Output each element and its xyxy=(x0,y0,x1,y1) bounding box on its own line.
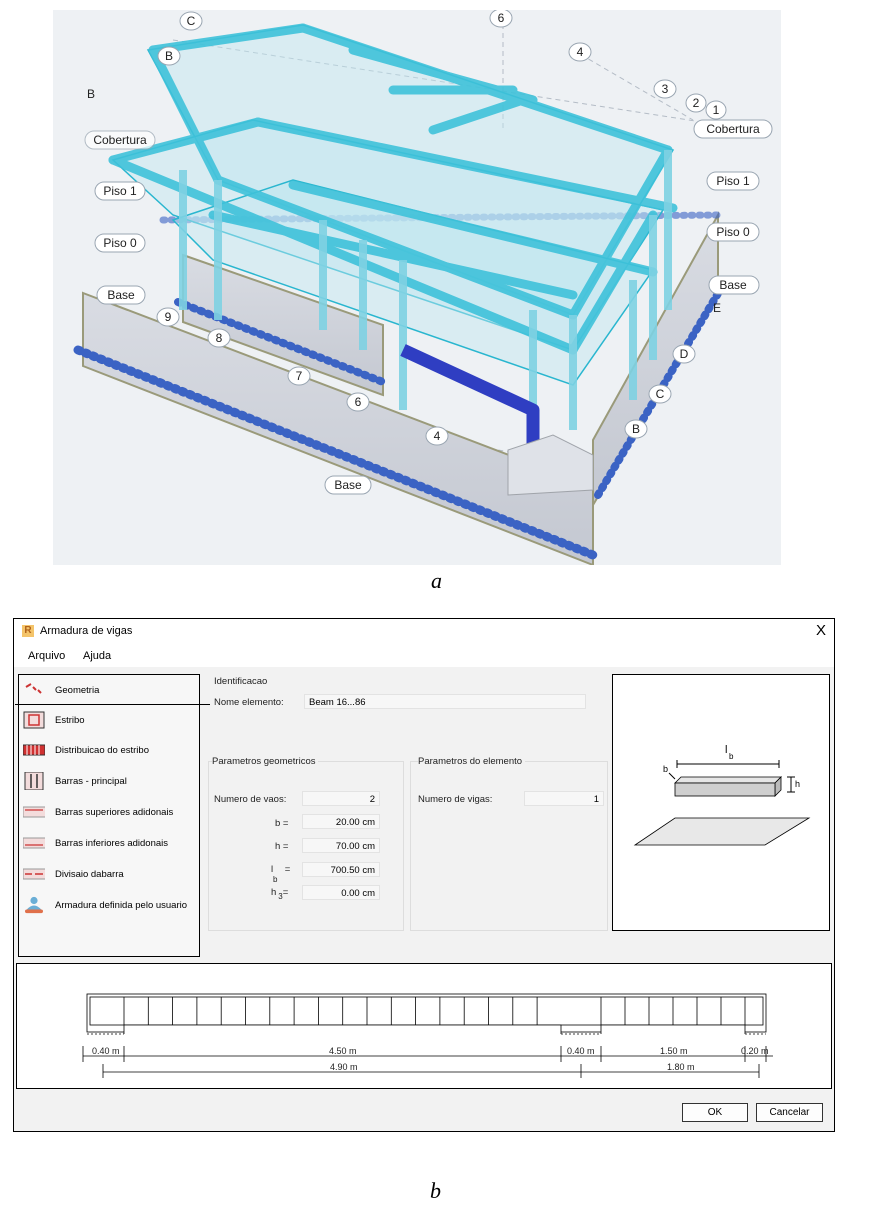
nav-item-barras-superiores[interactable] xyxy=(19,799,199,827)
element-params-box xyxy=(410,761,608,931)
nav-label: Divisaio dabarra xyxy=(55,869,124,880)
axis-label-b-right: B xyxy=(631,422,641,436)
lb-label xyxy=(271,864,290,875)
axis-label-9: 9 xyxy=(164,310,172,324)
window-title: Armadura de vigas xyxy=(40,625,133,637)
axis-label-c-top: C xyxy=(186,14,196,28)
axis-label-1: 1 xyxy=(712,103,720,117)
numero-vigas-label: Numero de vigas: xyxy=(418,794,493,805)
nav-item-barras-principal[interactable] xyxy=(19,768,199,796)
nav-label: Barras superiores adidonais xyxy=(55,807,174,818)
main-bars-icon xyxy=(23,772,45,790)
preview-l-label: l xyxy=(725,744,728,756)
nav-panel xyxy=(18,674,200,957)
nav-item-divisao-barra[interactable] xyxy=(19,861,199,889)
preview-plane xyxy=(635,818,809,845)
axis-label-4-bottom: 4 xyxy=(433,429,441,443)
nav-item-estribo[interactable] xyxy=(19,707,199,735)
level-label-piso1-left: Piso 1 xyxy=(103,184,137,198)
h3-equals: = xyxy=(282,887,289,898)
caption-a: a xyxy=(431,568,442,593)
level-label-base-right: Base xyxy=(719,278,747,292)
nav-label: Estribo xyxy=(55,715,85,726)
level-label-piso1-right: Piso 1 xyxy=(716,174,750,188)
nav-item-geometria[interactable] xyxy=(19,677,199,705)
h3-subscript: 3 xyxy=(278,892,283,901)
lb-field[interactable]: 700.50 cm xyxy=(302,862,380,877)
group-title-identificacao: Identificacao xyxy=(214,676,268,687)
axis-label-b-top: B xyxy=(164,49,174,63)
lb-symbol: l xyxy=(271,864,274,875)
dim-label-top-2: 4.50 m xyxy=(329,1046,357,1056)
menu-ajuda[interactable]: Ajuda xyxy=(83,650,112,662)
dim-label-top-1: 0.40 m xyxy=(92,1046,120,1056)
lb-equals: = xyxy=(284,864,291,875)
close-button[interactable]: X xyxy=(815,622,826,639)
level-label-piso0-left: Piso 0 xyxy=(103,236,137,250)
h-label: h = xyxy=(275,841,289,852)
geometry-icon xyxy=(23,681,45,699)
pit xyxy=(508,435,593,495)
ok-button[interactable]: OK xyxy=(682,1103,748,1122)
level-label-cobertura-left: Cobertura xyxy=(93,133,147,147)
axis-label-e: E xyxy=(712,301,722,315)
h3-field[interactable]: 0.00 cm xyxy=(302,885,380,900)
dim-label-bottom-2: 1.80 m xyxy=(667,1062,695,1072)
axis-label-3: 3 xyxy=(661,82,669,96)
top-bars-icon xyxy=(23,803,45,821)
axis-label-2: 2 xyxy=(692,96,700,110)
preview-l-subscript: b xyxy=(729,752,734,761)
nav-label: Barras inferiores adidonais xyxy=(55,838,169,849)
menu-bar xyxy=(14,645,834,667)
axis-label-4-top: 4 xyxy=(576,45,584,59)
nav-item-distribuicao[interactable] xyxy=(19,737,199,765)
cancel-button[interactable]: Cancelar xyxy=(756,1103,823,1122)
beam-elevation-strip xyxy=(16,963,832,1089)
stirrups xyxy=(124,997,745,1025)
stirrup-icon xyxy=(23,711,45,729)
dim-label-top-5: 0.20 m xyxy=(741,1046,769,1056)
nav-label: Distribuicao do estribo xyxy=(55,745,149,756)
axis-label-8: 8 xyxy=(215,331,223,345)
axis-label-6-bottom: 6 xyxy=(354,395,362,409)
dim-label-bottom-1: 4.90 m xyxy=(330,1062,358,1072)
numero-vaos-label: Numero de vaos: xyxy=(214,794,287,805)
app-logo-icon: R xyxy=(22,625,34,637)
axis-label-d: D xyxy=(679,347,689,361)
preview-b-label: b xyxy=(663,764,669,774)
bar-division-icon xyxy=(23,865,45,883)
caption-b: b xyxy=(430,1178,441,1203)
nav-item-barras-inferiores[interactable] xyxy=(19,830,199,858)
nome-elemento-label: Nome elemento: xyxy=(214,697,284,708)
b-label: b = xyxy=(275,818,289,829)
nome-elemento-field[interactable]: Beam 16...86 xyxy=(304,694,586,709)
numero-vaos-field[interactable]: 2 xyxy=(302,791,380,806)
structure-3d-view[interactable] xyxy=(53,10,781,565)
nav-item-armadura-usuario[interactable] xyxy=(19,892,199,920)
nav-label: Barras - principal xyxy=(55,776,127,787)
nav-label: Armadura definida pelo usuario xyxy=(55,900,188,911)
numero-vigas-field[interactable]: 1 xyxy=(524,791,604,806)
group-title-geometricos: Parametros geometricos xyxy=(212,756,318,767)
title-bar xyxy=(14,619,834,645)
preview-h-label: h xyxy=(795,779,801,789)
beam-reinforcement-dialog xyxy=(13,618,835,1132)
dim-label-top-4: 1.50 m xyxy=(660,1046,688,1056)
axis-label-c-right: C xyxy=(655,387,665,401)
bottom-bars-icon xyxy=(23,834,45,852)
h-field[interactable]: 70.00 cm xyxy=(302,838,380,853)
h3-label xyxy=(271,887,289,901)
stirrup-distribution-icon xyxy=(23,741,45,759)
beam-inner-outline xyxy=(90,997,763,1025)
user-icon xyxy=(23,896,45,914)
dim-label-top-3: 0.40 m xyxy=(567,1046,595,1056)
axis-label-6-top: 6 xyxy=(497,11,505,25)
level-label-base-left: Base xyxy=(107,288,135,302)
h3-symbol: h xyxy=(271,887,277,898)
level-label-piso0-right: Piso 0 xyxy=(716,225,750,239)
lb-subscript: b xyxy=(273,875,278,884)
axis-label-7: 7 xyxy=(295,369,303,383)
level-label-base-bottom: Base xyxy=(334,478,362,492)
group-title-elemento: Parametros do elemento xyxy=(418,756,525,767)
beam-preview xyxy=(612,674,830,931)
menu-arquivo[interactable]: Arquivo xyxy=(28,650,66,662)
axis-label-b-left: B xyxy=(86,87,96,101)
nav-label: Geometria xyxy=(55,685,100,696)
level-label-cobertura-right: Cobertura xyxy=(706,122,760,136)
b-field[interactable]: 20.00 cm xyxy=(302,814,380,829)
